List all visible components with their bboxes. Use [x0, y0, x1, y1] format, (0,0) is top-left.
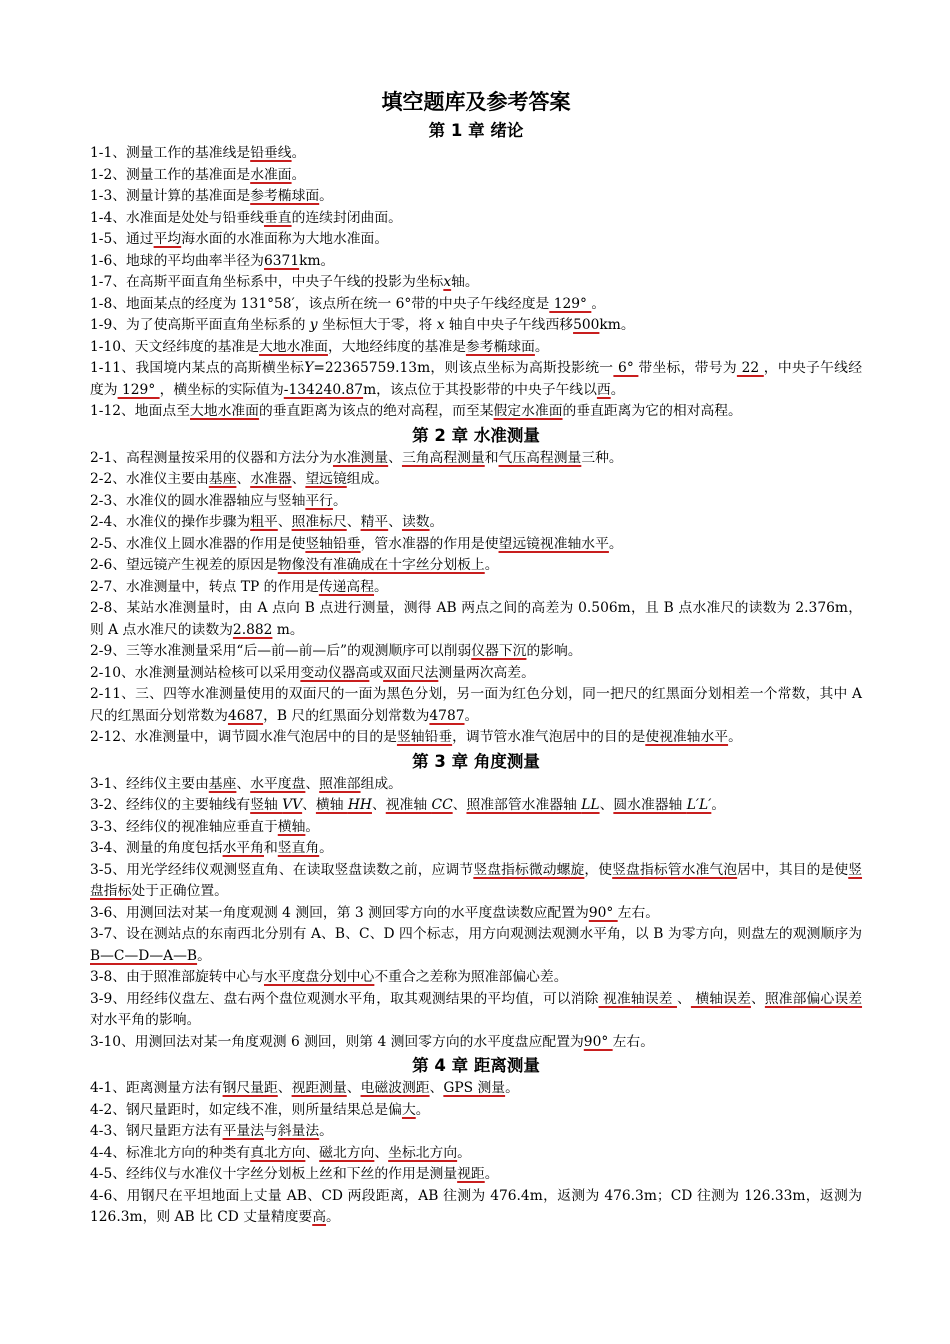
question-item: 2-2、水准仪主要由基座、水准器、望远镜组成。 — [90, 471, 389, 487]
answer-blank: 90° — [588, 904, 618, 921]
question-item: 4-2、钢尺量距时，如定线不准，则所量结果总是偏大。 — [90, 1101, 430, 1118]
chapter-heading: 第 1 章 绪论 — [428, 121, 524, 140]
answer-blank: 基座 — [208, 775, 237, 792]
answer-blank: 传递高程 — [318, 578, 375, 595]
document-page — [90, 86, 862, 1229]
answer-blank: 竖轴铅垂 — [305, 535, 361, 552]
question-item: 2-8、某站水准测量时，由 A 点向 B 点进行测量，测得 AB 两点之间的高差为 0.506m，且 B 点水准尺的读数为 2.376m，则 A 点水准尺的读数为2.882 m。 — [90, 600, 862, 638]
answer-blank: 大地水准面 — [189, 403, 259, 419]
answer-blank: 西 — [596, 381, 611, 398]
math-symbol: Y — [304, 360, 314, 376]
question-item: 2-1、高程测量按采用的仪器和方法分为水准测量、三角高程测量和气压高程测量三种。 — [90, 449, 623, 466]
answer-blank: 照准部管水准器轴 — [466, 797, 582, 813]
answer-blank: 平量法 — [222, 1123, 264, 1139]
document-title: 填空题库及参考答案 — [381, 90, 571, 114]
question-item: 4-5、经纬仪与水准仪十字丝分划板上丝和下丝的作用是测量视距。 — [90, 1166, 499, 1182]
answer-blank: 竖轴铅垂 — [396, 729, 453, 745]
answer-blank: 水平度盘分划中心 — [263, 969, 375, 985]
answer-blank: 双面尺法 — [383, 664, 439, 681]
answer-blank: 圆水准器轴 — [613, 797, 687, 813]
answer-blank: 假定水准面 — [493, 403, 563, 419]
answer-blank: 斜量法 — [277, 1123, 320, 1139]
math-symbol: x — [436, 317, 445, 333]
answer-blank: 横轴 — [315, 797, 348, 813]
answer-blank: 基座 — [208, 471, 237, 487]
answer-blank: 大 — [401, 1101, 416, 1118]
question-item: 1-12、地面点至大地水准面的垂直距离为该点的绝对高程，而至某假定水准面的垂直距离为它的相对高程。 — [90, 403, 742, 419]
question-list — [90, 448, 862, 749]
question-item: 1-3、测量计算的基准面是参考椭球面。 — [90, 188, 333, 204]
answer-blank: 照准部 — [319, 775, 361, 792]
answer-blank: 变动仪器高 — [300, 664, 370, 681]
question-list — [90, 1078, 862, 1229]
answer-blank: 2.882 — [232, 621, 273, 638]
answer-blank: 读数 — [401, 514, 430, 530]
question-item: 3-8、由于照准部旋转中心与水平度盘分划中心不重合之差称为照准部偏心差。 — [90, 969, 568, 985]
question-item: 3-2、经纬仪的主要轴线有竖轴 VV、横轴 HH、视准轴 CC、照准部管水准器轴 LL、圆水准器轴 L′L′。 — [90, 797, 726, 813]
math-symbol: y — [309, 317, 318, 333]
chapter-2 — [90, 423, 862, 749]
question-item: 2-3、水准仪的圆水准器轴应与竖轴平行。 — [90, 492, 347, 509]
question-item: 3-1、经纬仪主要由基座、水平度盘、照准部组成。 — [90, 775, 402, 792]
answer-blank: 22 — [736, 360, 764, 376]
question-item: 4-1、距离测量方法有钢尺量距、视距测量、电磁波测距、GPS 测量。 — [90, 1080, 519, 1096]
answer-blank: 仪器下沉 — [471, 643, 527, 659]
answer-blank: 望远镜视准轴水平 — [498, 535, 609, 552]
answer-blank: 粗平 — [250, 514, 278, 530]
question-item: 2-7、水准测量中，转点 TP 的作用是传递高程。 — [90, 578, 388, 595]
question-item: 3-10、用测回法对某一角度观测 6 测回，则第 4 测回零方向的水平度盘应配置为90° 左右。 — [90, 1033, 655, 1050]
question-list — [90, 774, 862, 1054]
answer-blank: 参考椭球面 — [465, 338, 535, 355]
question-item: 1-9、为了使高斯平面直角坐标系的 y 坐标恒大于零，将 x 轴自中央子午线西移500km。 — [90, 317, 635, 333]
question-item: 3-9、用经纬仪盘左、盘右两个盘位观测水平角，取其观测结果的平均值，可以消除 视准轴误差 、 横轴误差、照准部偏心误差对水平角的影响。 — [90, 990, 863, 1028]
answer-blank: 竖轴 — [250, 797, 283, 813]
answer-blank: 垂直 — [263, 209, 292, 226]
answer-blank: 6371 — [263, 252, 300, 269]
answer-blank: 横轴 — [277, 818, 306, 835]
answer-blank: 照准标尺 — [291, 514, 347, 530]
question-item: 2-5、水准仪上圆水准器的作用是使竖轴铅垂，管水准器的作用是使望远镜视准轴水平。 — [90, 535, 623, 552]
question-item: 1-6、地球的平均曲率半径为6371km。 — [90, 252, 335, 269]
chapter-4 — [90, 1053, 862, 1229]
question-item: 2-6、望远镜产生视差的原因是物像没有准确成在十字丝分划板上。 — [90, 557, 499, 573]
question-item: 1-7、在高斯平面直角坐标系中，中央子午线的投影为坐标x轴。 — [90, 274, 479, 290]
answer-blank: 电磁波测距 — [360, 1080, 430, 1096]
question-item: 2-12、水准测量中，调节圆水准气泡居中的目的是竖轴铅垂，调节管水准气泡居中的目的是使视准轴水平。 — [90, 729, 742, 745]
question-item: 1-5、通过平均海水面的水准面称为大地水准面。 — [90, 231, 389, 247]
answer-blank: L′L′ — [686, 797, 712, 813]
answer-blank: 高 — [312, 1209, 327, 1225]
answer-blank: 129° — [117, 381, 160, 398]
question-item: 3-3、经纬仪的视准轴应垂直于横轴。 — [90, 818, 320, 835]
answer-blank: LL — [581, 797, 600, 813]
answer-blank: 精平 — [360, 514, 389, 530]
answer-blank: 三角高程测量 — [401, 449, 485, 466]
answer-blank: 竖直角 — [277, 840, 320, 856]
answer-blank: x — [443, 274, 452, 290]
answer-blank: 水平度盘 — [250, 775, 306, 792]
answer-blank: 使视准轴水平 — [645, 729, 729, 745]
question-list — [90, 143, 862, 423]
answer-blank: 气压高程测量 — [498, 449, 582, 466]
answer-blank: 平行 — [305, 492, 333, 509]
question-item: 2-10、水准测量测站检核可以采用变动仪器高或双面尺法测量两次高差。 — [90, 664, 535, 681]
answer-blank: 6° — [613, 360, 639, 376]
chapter-heading: 第 3 章 角度测量 — [412, 751, 540, 771]
answer-blank: HH — [347, 797, 372, 813]
question-item: 3-4、测量的角度包括水平角和竖直角。 — [90, 840, 333, 856]
answer-blank: 竖盘指标管水准气泡 — [612, 861, 738, 878]
answer-blank: 望远镜 — [305, 471, 347, 487]
answer-blank: 视准轴 — [385, 797, 432, 813]
answer-blank: 视距 — [457, 1166, 485, 1182]
answer-blank: 4687 — [227, 707, 264, 724]
question-item: 1-4、水准面是处处与铅垂线垂直的连续封闭曲面。 — [90, 209, 402, 226]
answer-blank: CC — [431, 797, 453, 813]
question-item: 4-4、标准北方向的种类有真北方向、磁北方向、坐标北方向。 — [90, 1144, 471, 1161]
answer-blank: 129° — [549, 295, 592, 312]
answer-blank: 钢尺量距 — [222, 1080, 278, 1096]
answer-blank: 参考椭球面 — [250, 188, 320, 204]
chapter-3 — [90, 749, 862, 1054]
chapter-heading: 第 4 章 距离测量 — [412, 1056, 540, 1075]
answer-blank: 500 — [573, 317, 600, 333]
chapter-heading: 第 2 章 水准测量 — [412, 425, 540, 445]
answer-blank: VV — [282, 797, 303, 813]
question-item: 1-8、地面某点的经度为 131°58′，该点所在统一 6°带的中央子午线经度是 129° 。 — [90, 295, 606, 312]
question-item: 3-7、设在测站点的东南西北分别有 A、B、C、D 四个标志，用方向观测法观测水平角，以 B 为零方向，则盘左的观测顺序为B—C—D—A—B。 — [90, 926, 862, 964]
question-item: 1-2、测量工作的基准面是水准面。 — [90, 166, 306, 183]
question-item: 2-4、水准仪的操作步骤为粗平、照准标尺、精平、读数。 — [90, 514, 444, 530]
answer-blank: 水准测量 — [332, 449, 389, 466]
answer-blank: 磁北方向 — [319, 1144, 375, 1161]
answer-blank: 水平角 — [222, 840, 264, 856]
answer-blank: 竖盘指标 — [90, 861, 863, 899]
answer-blank: 真北方向 — [250, 1144, 306, 1161]
question-item: 1-10、天文经纬度的基准是大地水准面，大地经纬度的基准是参考椭球面。 — [90, 338, 549, 355]
answer-blank: 照准部偏心误差 — [764, 990, 863, 1007]
answer-blank: 平均 — [153, 231, 182, 247]
answer-blank: 90° — [583, 1033, 613, 1050]
answer-blank: 大地水准面 — [258, 338, 328, 355]
question-item: 3-6、用测回法对某一角度观测 4 测回，第 3 测回零方向的水平度盘读数应配置为90° 左右。 — [90, 904, 660, 921]
answer-blank: 视准轴误差 — [598, 990, 677, 1007]
answer-blank: 竖盘指标微动螺旋 — [473, 861, 585, 878]
question-item: 1-11、我国境内某点的高斯横坐标Y=22365759.13m，则该点坐标为高斯投影统一 6° 带坐标，带号为 22 ，中央子午线经度为 129° ，横坐标的实际值为-134240.87m，该点位于其投影带的中央子午线以西。 — [90, 360, 863, 398]
question-item: 4-6、用钢尺在平坦地面上丈量 AB、CD 两段距离，AB 往测为 476.4m，返测为 476.3m；CD 往测为 126.33m，返测为 126.3m，则 AB 比 CD 丈量精度要高。 — [90, 1187, 862, 1225]
answer-blank: 4787 — [429, 707, 465, 724]
answer-blank: 水准面 — [250, 166, 292, 183]
answer-blank: 横轴误差 — [690, 990, 751, 1007]
answer-blank: 水准器 — [250, 471, 292, 487]
question-item: 4-3、钢尺量距方法有平量法与斜量法。 — [90, 1123, 333, 1139]
question-item: 1-1、测量工作的基准线是铅垂线。 — [90, 145, 306, 161]
answer-blank: 视距测量 — [291, 1080, 347, 1096]
answer-blank: -134240.87 — [283, 381, 364, 398]
question-item: 2-9、三等水准测量采用“后—前—前—后”的观测顺序可以削弱仪器下沉的影响。 — [90, 643, 582, 659]
answer-blank: GPS 测量 — [443, 1080, 506, 1096]
question-item: 2-11、三、四等水准测量使用的双面尺的一面为黑色分划，另一面为红色分划，同一把尺的红黑面分划相差一个常数，其中 A 尺的红黑面分划常数为4687，B 尺的红黑面分划常数为4787。 — [90, 686, 862, 724]
question-item: 3-5、用光学经纬仪观测竖直角、在读取竖盘读数之前，应调节竖盘指标微动螺旋，使竖盘指标管水准气泡居中，其目的是使竖盘指标处于正确位置。 — [90, 861, 863, 899]
answer-blank: 坐标北方向 — [388, 1144, 458, 1161]
answer-blank: B—C—D—A—B — [90, 947, 198, 964]
chapter-1 — [90, 118, 862, 423]
answer-blank: 物像没有准确成在十字丝分划板上 — [277, 557, 485, 573]
answer-blank: 铅垂线 — [250, 145, 292, 161]
